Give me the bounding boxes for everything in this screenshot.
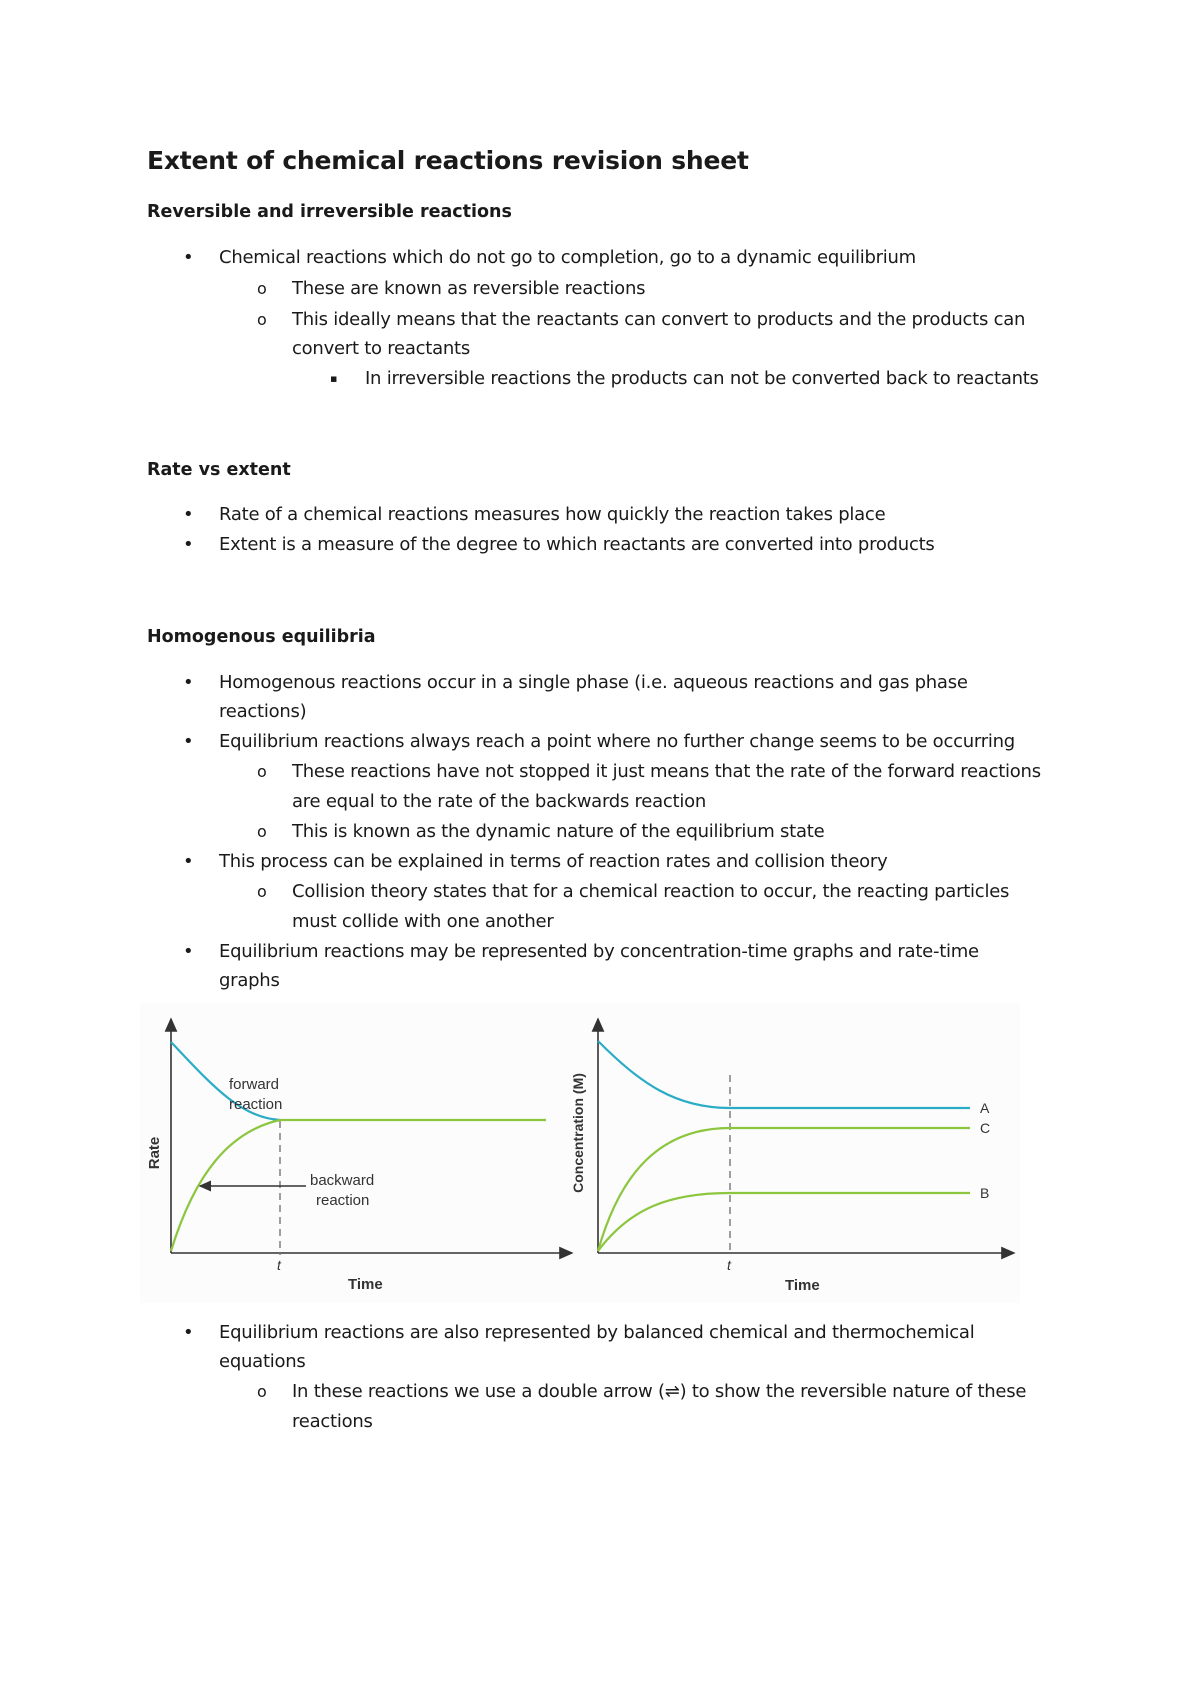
conc-chart-y-label: Concentration (M) [570,1073,586,1193]
sub-bullet-text-cont: must collide with one another [292,911,554,932]
page-title: Extent of chemical reactions revision sheet [147,146,749,175]
concentration-time-chart [570,1019,1014,1294]
sub-bullet-text: This is known as the dynamic nature of the equilibrium state [292,821,825,842]
bullet-marker: • [183,247,194,268]
sub-bullet-text: In these reactions we use a double arrow (⇌) to show the reversible nature of these [292,1381,1027,1402]
sub-bullet-text: These reactions have not stopped it just means that the rate of the forward reactions [292,761,1041,782]
section-heading-reversible: Reversible and irreversible reactions [147,202,512,222]
series-label-A: A [980,1100,990,1116]
bullet-marker: • [183,504,194,525]
sub-bullet-text: These are known as reversible reactions [292,278,646,299]
sub-bullet-text-cont: are equal to the rate of the backwards reaction [292,791,707,812]
bullet-text-cont: graphs [219,970,280,991]
sub-bullet-marker: o [257,882,267,901]
sub-sub-bullet-marker: ▪ [330,372,338,385]
bullet-text-cont: reactions) [219,701,307,722]
annotation-forward: forward [229,1076,280,1093]
rate-chart-y-label: Rate [146,1136,163,1170]
sub-bullet-text-cont: reactions [292,1411,373,1432]
bullet-marker: • [183,534,194,555]
sub-bullet-marker: o [257,762,267,781]
annotation-backward: backward [310,1172,375,1189]
bullet-marker: • [183,1322,194,1343]
series-C [598,1128,970,1251]
sub-bullet-marker: o [257,279,267,298]
bullet-text: Equilibrium reactions always reach a point where no further change seems to be occurring [219,731,1015,752]
annotation-backward-reaction: reaction [316,1192,370,1209]
rate-chart-x-tick-t: t [277,1257,281,1273]
sub-bullet-marker: o [257,822,267,841]
annotation-forward-reaction: reaction [229,1096,283,1113]
bullet-marker: • [183,851,194,872]
equilibrium-graphs-figure [140,1003,1020,1303]
bullet-text: Homogenous reactions occur in a single phase (i.e. aqueous reactions and gas phase [219,672,968,693]
bullet-text: Extent is a measure of the degree to which reactants are converted into products [219,534,935,555]
bullet-marker: • [183,672,194,693]
bullet-text-cont: equations [219,1351,306,1372]
bullet-marker: • [183,731,194,752]
section-heading-rate-vs-extent: Rate vs extent [147,460,291,480]
sub-bullet-marker: o [257,310,267,329]
series-A [598,1041,970,1108]
conc-chart-x-label: Time [785,1277,820,1294]
section-heading-homogenous: Homogenous equilibria [147,627,376,647]
sub-bullet-text-cont: convert to reactants [292,338,470,359]
bullet-text: Rate of a chemical reactions measures how quickly the reaction takes place [219,504,886,525]
rate-chart-x-label: Time [348,1276,383,1293]
rate-time-chart [146,1019,572,1293]
bullet-marker: • [183,941,194,962]
series-label-B: B [980,1185,990,1201]
bullet-text: Chemical reactions which do not go to completion, go to a dynamic equilibrium [219,247,916,268]
sub-sub-bullet-text: In irreversible reactions the products can not be converted back to reactants [365,368,1039,389]
bullet-text: Equilibrium reactions may be represented by concentration-time graphs and rate-time [219,941,979,962]
series-B [598,1193,970,1251]
sub-bullet-marker: o [257,1382,267,1401]
bullet-text: Equilibrium reactions are also represented by balanced chemical and thermochemical [219,1322,975,1343]
sub-bullet-text: This ideally means that the reactants can convert to products and the products can [292,309,1026,330]
series-label-C: C [980,1120,991,1136]
bullet-text: This process can be explained in terms of reaction rates and collision theory [219,851,888,872]
conc-chart-x-tick-t: t [727,1257,731,1273]
sub-bullet-text: Collision theory states that for a chemical reaction to occur, the reacting particles [292,881,1010,902]
